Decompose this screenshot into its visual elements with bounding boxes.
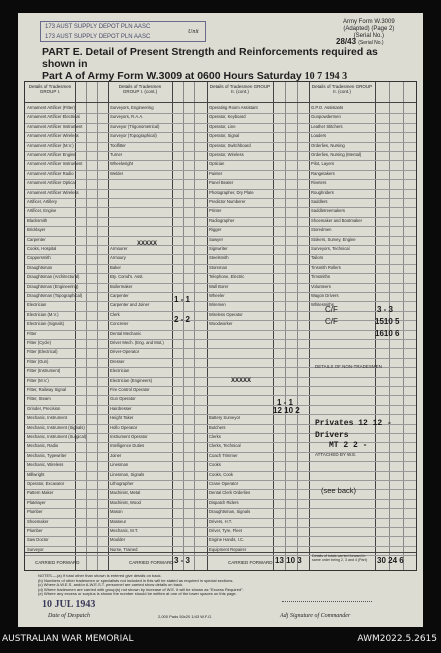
col2-trade-label: Dresser xyxy=(110,358,125,364)
col1-trade-label: Blacksmith xyxy=(27,217,48,223)
col1-trade-label: Armament Artificer Engine xyxy=(27,152,76,157)
col2-trade-label: Instrument Operator xyxy=(110,434,148,439)
col2-trade-label: Dental Mechanic xyxy=(110,330,142,336)
col1-trade-label: Platelayer xyxy=(27,499,46,505)
col3-trade-label: Operator, Switchboard xyxy=(209,142,251,148)
col3-trade-label: Operator, Wireless xyxy=(209,152,244,157)
col3-trade-label: Panel Beater xyxy=(209,180,234,186)
col2-xxxxx: XXXXX xyxy=(137,241,158,247)
col4-trade-label: Orderlies, Nursing xyxy=(311,142,345,148)
col4-trade-label: Storedmen xyxy=(311,227,332,233)
col2-trade-label: Electrician (Engineers) xyxy=(110,377,153,383)
col3-trade-label: Equipment Repairer xyxy=(209,546,247,552)
col1-trade-label: Coppersmith xyxy=(27,255,51,261)
col3-trade-label: Driver, Tyre, Fleet xyxy=(209,528,242,533)
row-rule xyxy=(25,330,416,331)
col2-trade-label: Fire Control Operator xyxy=(110,387,150,392)
unit-label: Unit xyxy=(188,29,199,35)
form-serial-label: (Serial No.) xyxy=(353,33,385,39)
serial-suffix: (Serial No.) xyxy=(358,40,384,46)
col1-trade-label: Operator, Excavator xyxy=(27,481,65,486)
col3-clerk-values: 1 - 1 xyxy=(277,398,294,407)
col2-trade-label: Surveyor (Topographical) xyxy=(110,133,157,139)
col3-trade-label: Woodworker xyxy=(209,321,233,327)
stamp-line-1: 173 AUST SUPPLY DEPOT PLN AASC xyxy=(45,24,151,30)
col4-we-divider xyxy=(375,82,390,570)
despatch-date-stamp: 10 JUL 1943 xyxy=(42,599,96,610)
col2-trade-label: Hairdresser xyxy=(110,405,132,411)
cf2-label: C/F xyxy=(325,317,338,326)
title-line-2: Part A of Army Form W.3009 at 0600 Hours Saturday xyxy=(42,70,302,82)
cf1-label: C/F xyxy=(325,305,338,314)
col3-trade-label: Coach Trimmer xyxy=(209,452,238,458)
col3-trade-label: Wheeler xyxy=(209,293,225,298)
col3-trade-label: Engine Hands, I.C. xyxy=(209,537,245,543)
col4-trade-label: Tailors xyxy=(311,255,324,261)
col4-trade-label: Riveters xyxy=(311,180,327,186)
col1-trade-label: Mechanic, Instrument (Surgical) xyxy=(27,434,87,439)
col2-trade-label: Welder xyxy=(110,170,124,176)
col4-trade-label: Pilot, Layers xyxy=(311,161,335,167)
date-of-despatch-label: Date of Despatch xyxy=(48,613,90,619)
col2-trade-label: Lithographer xyxy=(110,481,134,486)
col2-trade-label: Machinist, Metal xyxy=(110,490,141,496)
col4-trade-label: Timsmiths xyxy=(311,274,330,280)
col1-trade-label: Plumber xyxy=(27,509,43,515)
col4-trade-label: Saddletreemakers xyxy=(311,208,345,214)
col3-trade-label: Steelsmith xyxy=(209,255,229,261)
col1-trade-label: Fitter (M.V.) xyxy=(27,377,49,383)
col4-trade-label: Orderlies, Nursing (Mental) xyxy=(311,152,362,157)
col4-trade-label: Gunpowdermen xyxy=(311,114,341,120)
col1-trade-label: Shoemaker xyxy=(27,518,49,524)
col1-trade-label: Cooks, Hospital xyxy=(27,246,57,251)
col1-trade-label: Mechanic, Typewriter xyxy=(27,452,67,458)
col3-trade-label: Signwriter xyxy=(209,246,228,251)
col1-trade-label: Armament Artificer Instrument xyxy=(27,161,83,167)
col2-trade-label: Surveyors, Engineering xyxy=(110,105,154,110)
note-a: NOTES.—(a) If total other than shown is entered give details on back. xyxy=(38,573,162,578)
row-rule xyxy=(25,377,416,378)
col1-trade-label: Mechanic, Instrument xyxy=(27,415,68,421)
col4-trade-label: Wagon Drivers xyxy=(311,293,339,298)
col3-trade-label: Cooks, Cook xyxy=(209,471,233,477)
col1-trade-label: Plumber xyxy=(27,528,43,533)
col4-trade-label: Volunteers xyxy=(311,283,331,289)
col1-trade-label: Mechanic, Radio xyxy=(27,443,59,449)
note-e: (e) Where any excess or surplus is shown the number should be written at one of the lower spaces on this page. xyxy=(38,591,237,597)
col3-trade-label: Operating Room Assistant xyxy=(209,105,258,110)
col1-trade-label: Carpenter xyxy=(27,236,46,242)
cf-label-col1: CARRIED FORWARD xyxy=(35,560,80,565)
totals-rule xyxy=(25,552,416,553)
col2-trade-label: Wheelwright xyxy=(110,161,134,167)
stamp-line-2: 173 AUST SUPPLY DEPOT PLN AASC xyxy=(45,34,151,40)
col1-trade-label: Surveyor xyxy=(27,546,44,552)
col2-trade-label: Masseur xyxy=(110,518,127,524)
col1-trade-label: Fitter xyxy=(27,330,37,336)
col1-trade-label: Armament Artificer (M.V.) xyxy=(27,142,74,148)
total-col4: 30 24 6 xyxy=(377,556,404,565)
col1-trade-label: Fitter (Cycle) xyxy=(27,340,51,345)
signature-label: Adj Signature of Commander xyxy=(280,613,351,619)
strength-table xyxy=(24,81,417,571)
col2-trade-label: Surveyor (Trigonometrical) xyxy=(110,123,160,129)
col3-trade-label: Clerks xyxy=(209,434,221,439)
col1-trade-label: Mechanic, Wireless xyxy=(27,462,64,468)
note-b: (b) Numbers of other tradesmen or specialists not included in this will be stated as required in special sections. xyxy=(38,577,234,583)
col1-header: Details of Tradesmen GROUP I. xyxy=(28,84,72,94)
note-c: (c) Where A.W.E.S. and/or A.W.E.S.T. personnel are carried show details on back. xyxy=(38,582,184,588)
cf-total-values: 1610 6 xyxy=(375,329,400,338)
archive-caption-left: AUSTRALIAN WAR MEMORIAL xyxy=(2,634,134,644)
totals-note: Details of totals carried forward in same order being 2, 3 and 4 (Part) xyxy=(312,554,367,562)
col2-trade-label: Concreter xyxy=(110,321,129,327)
col3-xxxxx: XXXXX xyxy=(231,378,252,384)
unit-stamp xyxy=(40,21,206,42)
col2-trade-label: Armourer xyxy=(110,246,128,251)
col1-trade-label: Grinder, Precision xyxy=(27,405,61,411)
total-col2: 3 - 3 xyxy=(174,556,191,565)
serial-value: 28/43 xyxy=(336,37,357,46)
col3-trade-label: Drivers, H.T. xyxy=(209,518,233,524)
non-tradesmen-label: DETAILS OF NON-TRADESMEN xyxy=(315,364,382,369)
col2-trade-label: Linesman, Signals xyxy=(110,471,145,477)
form-notes xyxy=(38,574,338,597)
col2-trade-label: Turner xyxy=(110,152,123,157)
col1-trade-label: Bricklayer xyxy=(27,227,46,233)
col1-trade-label: Draughtsman (Engineering) xyxy=(27,283,79,289)
row-rule xyxy=(25,395,416,396)
col4-trade-label: Rangetakers xyxy=(311,170,335,176)
col2-trade-label: Joiner xyxy=(110,452,122,458)
col2-rr-divider xyxy=(194,82,208,570)
col1-trade-label: Mechanic, Instrument (Signals) xyxy=(27,424,85,430)
col2-trade-label: Hollo Operator xyxy=(110,424,138,430)
col1-trade-label: Fitter (Gun) xyxy=(27,358,49,364)
col2-trade-label: Armoury xyxy=(110,255,126,261)
col1-trade-label: Armament Artificer Optical xyxy=(27,180,76,186)
header-rule xyxy=(25,102,416,103)
col2-trade-label: Linesman xyxy=(110,462,129,468)
col1-trade-label: Saw Doctor xyxy=(27,537,49,543)
col3-trade-label: Draughtsman, Signals xyxy=(209,509,251,515)
col2-trade-label: Driver-Operator xyxy=(110,349,140,355)
mt-entry: MT 2 2 - xyxy=(329,441,368,450)
form-title xyxy=(42,46,402,83)
col1-trade-label: Fitter (Instrument) xyxy=(27,368,61,374)
col3-trade-label: Printer xyxy=(209,208,222,214)
col4-trade-label: Loaders xyxy=(311,133,327,139)
col4-trade-label: Stokers, Survey, Engine xyxy=(311,236,356,242)
col3-trade-label: Radiographer xyxy=(209,217,235,223)
col4-trade-label: Tinsmith Rollers xyxy=(311,264,341,270)
signature-line xyxy=(282,601,372,602)
col1-trade-label: Draughtsman xyxy=(27,264,53,270)
total-col3: 13 10 3 xyxy=(275,556,302,565)
col3-trade-label: Clerks, Technical xyxy=(209,443,241,449)
col2-trade-label: Nurse, Trained xyxy=(110,546,138,552)
col2-trade-label: Carpenter and Joiner xyxy=(110,302,150,308)
col3-trade-label: Telephone, Electric xyxy=(209,274,245,280)
col2-trade-label: Machinist, Wood xyxy=(110,499,141,505)
col3-trade-label: Photographer, Dry Plate xyxy=(209,189,254,195)
cf-label-col2: CARRIED FORWARD xyxy=(129,560,174,565)
col2-trade-label: Baker xyxy=(110,264,121,270)
col4-trade-label: Shoemaker and Bootmaker xyxy=(311,217,362,223)
col1-trade-label: Armament Artificer Radio xyxy=(27,170,74,176)
col2-header: Details of Tradesmen GROUP I. (cont.) xyxy=(118,84,162,94)
col1-trade-label: Electrician xyxy=(27,302,47,308)
col3-trade-label: Crane Operator xyxy=(209,481,239,486)
col1-trade-label: Armament Artificer Instrument xyxy=(27,123,83,129)
cf2-values: 1510 5 xyxy=(375,317,400,326)
col3-trade-label: Predictor Numberer xyxy=(209,199,246,204)
col3-trade-label: Operator, Signal xyxy=(209,133,240,139)
col3-trade-label: Storeman xyxy=(209,264,228,270)
col2-trade-label: Electrician xyxy=(110,368,130,374)
col3-trade-label: Operator, Line xyxy=(209,123,236,129)
army-form-sheet xyxy=(18,13,423,627)
col1-trade-label: Armament Artificer Wireless xyxy=(27,189,79,195)
col4-trade-label: Leather Stitchers xyxy=(311,123,343,129)
col3-trade-label: Optician xyxy=(209,161,225,167)
col2-trade-label: Boilermaker xyxy=(110,283,133,289)
col2-trade-label: Intelligence Duties xyxy=(110,443,145,449)
col4-header: Details of Tradesmen GROUP II. (cont.) xyxy=(311,84,373,94)
row-rule xyxy=(25,405,416,406)
col2-trade-label: Bty. Comd's. Asst. xyxy=(110,274,144,280)
col3-trade-label: Butchers xyxy=(209,424,226,430)
col1-trade-label: Electrician (M.V.) xyxy=(27,311,59,317)
col3-trade-label: Painter xyxy=(209,170,223,176)
col3-header: Details of Tradesmen GROUP II. (cont.) xyxy=(209,84,271,94)
cf-label-col3: CARRIED FORWARD xyxy=(228,560,273,565)
form-name: Army Form W.3009 xyxy=(343,19,395,25)
col2-trade-label: Height Taker xyxy=(110,415,134,421)
title-line-1: PART E. Detail of Present Strength and Reinforcements required as shown in xyxy=(42,46,378,70)
col1-trade-label: Armament Artificer Wireless xyxy=(27,133,79,139)
col4-trade-label: Roughriders xyxy=(311,189,334,195)
col3-trade-label: Rigger xyxy=(209,227,222,233)
col2-trade-label: Mechanic, M.T. xyxy=(110,528,139,533)
col3-trade-label: Operator, Keyboard xyxy=(209,114,246,120)
col1-trade-label: Armament Artificer Electrical xyxy=(27,114,80,120)
col2-trade-label: Mason xyxy=(110,509,123,515)
col1-trade-label: Fitter (Electrical) xyxy=(27,349,58,355)
col2-trade-label: Moulder xyxy=(110,537,126,543)
see-back-note: (see back) xyxy=(321,486,357,495)
printer-note: 2,000 Pads 50x20 1/43 W.F.G. xyxy=(158,614,213,619)
col2-clerk-values: 1 - 1 xyxy=(174,295,191,304)
col4-trade-label: Whitesmiths xyxy=(311,302,334,308)
col3-trade-label: Wall Borer xyxy=(209,283,229,289)
attached-label: ATTACHED BY W.E. xyxy=(315,452,357,457)
col4-ps-divider xyxy=(389,82,404,570)
row-rule xyxy=(25,339,416,340)
col1-trade-label: Artificer, Engine xyxy=(27,208,57,214)
col1-trade-label: Millwright xyxy=(27,471,45,477)
col3-trade-label: Dental Clerk Orderlies xyxy=(209,490,251,496)
note-d: (d) Where tradesmen are carried with group(s) not shown by increase of W.E. it will be shown as “Excess Required”. xyxy=(38,586,244,592)
cf1-values: 3 - 3 xyxy=(377,305,394,314)
col4-trade-label: Surveyors, Technical xyxy=(311,246,350,251)
col1-trade-label: Artificer, Artillery xyxy=(27,199,58,204)
col1-trade-label: Draughtsman (Architectural) xyxy=(27,274,80,280)
privates-entry: Privates 12 12 - xyxy=(315,419,392,428)
row-rule xyxy=(25,348,416,349)
col1-trade-label: Electrician (Signals) xyxy=(27,321,65,327)
col1-trade-label: Fitter, Steam xyxy=(27,396,51,402)
col2-trade-label: Carpenter xyxy=(110,293,129,298)
col2-trade-label: Clerk xyxy=(110,311,120,317)
col4-trade-label: Saddlers xyxy=(311,199,328,204)
col3-trade-label: Dispatch Riders xyxy=(209,499,239,505)
col4-trade-label: G.P.O. Assistants xyxy=(311,105,344,110)
col1-trade-label: Fitter, Railway Signal xyxy=(27,387,67,392)
col3-drivers-values: 12 10 2 xyxy=(273,406,300,415)
serial-number xyxy=(336,37,384,46)
col3-trade-label: Wiremen xyxy=(209,302,226,308)
row-rule xyxy=(25,386,416,387)
col2-trade-label: Gun Operator xyxy=(110,396,136,402)
col2-trade-label: Toolfitter xyxy=(110,142,126,148)
col3-trade-label: Sawyer xyxy=(209,236,223,242)
col3-trade-label: Battery Surveyor xyxy=(209,415,241,421)
archive-caption-right: AWM2022.5.2615 xyxy=(357,634,437,644)
col2-trade-label: Surveyors, R.A.A. xyxy=(110,114,144,120)
col2-trade-label: Driver Mech. (Eng. and Mot.) xyxy=(110,340,164,345)
col2-cooks-values: 2 - 2 xyxy=(174,315,191,324)
col1-trade-label: Armament Artificer (Fitter) xyxy=(27,105,75,110)
row-rule xyxy=(25,358,416,359)
col1-trade-label: Pattern Maker xyxy=(27,490,54,496)
col1-trade-label: Draughtsman (Topographical) xyxy=(27,293,83,298)
drivers-entry: Drivers xyxy=(315,431,349,440)
form-adapted: (Adapted) (Page 2) xyxy=(343,26,395,32)
title-date: 10 7 194 3 xyxy=(304,71,348,82)
col3-trade-label: Wireless Operator xyxy=(209,311,243,317)
col3-trade-label: Cooks xyxy=(209,462,221,468)
